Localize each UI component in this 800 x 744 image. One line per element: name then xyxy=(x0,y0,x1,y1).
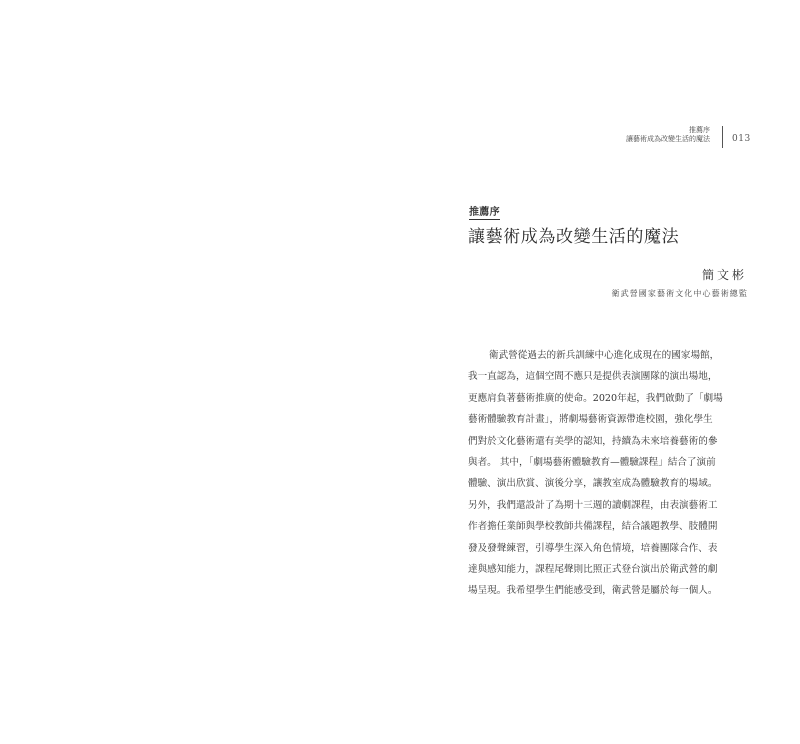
header-divider xyxy=(722,126,723,148)
page-number: 013 xyxy=(732,134,751,144)
body-line: 體驗、演出欣賞、演後分享，讓教室成為體驗教育的場域。 xyxy=(468,478,718,490)
section-label: 推薦序 xyxy=(469,203,500,220)
body-line: 與者。 其中，「劇場藝術體驗教育—體驗課程」結合了演前 xyxy=(468,457,716,469)
body-line: 更應肩負著藝術推廣的使命。2020年起，我們啟動了「劇場 xyxy=(468,392,723,404)
body-line: 另外，我們還設計了為期十三週的讀劇課程，由表演藝術工 xyxy=(468,499,718,511)
running-header-title: 讓藝術成為改變生活的魔法 xyxy=(626,135,710,143)
body-line: 場呈現。我希望學生們能感受到，衛武營是屬於每一個人。 xyxy=(468,585,718,597)
body-line: 達與感知能力，課程尾聲則比照正式登台演出於衛武營的劇 xyxy=(468,564,718,576)
body-line: 我一直認為，這個空間不應只是提供表演團隊的演出場地， xyxy=(468,371,718,383)
body-line: 藝術體驗教育計畫」，將劇場藝術資源帶進校園，強化學生 xyxy=(468,414,713,426)
body-line: 們對於文化藝術還有美學的認知，持續為未來培養藝術的參 xyxy=(468,435,718,447)
body-paragraph xyxy=(468,345,750,602)
author-affiliation: 衛武營國家藝術文化中心藝術總監 xyxy=(611,289,748,298)
body-line: 作者擔任業師與學校教師共備課程，結合議題教學、肢體開 xyxy=(468,521,718,533)
page-title: 讓藝術成為改變生活的魔法 xyxy=(468,227,680,247)
running-header xyxy=(560,126,750,152)
body-line: 發及發聲練習，引導學生深入角色情境，培養團隊合作、表 xyxy=(468,542,718,554)
author-name: 簡文彬 xyxy=(701,268,747,282)
running-header-titles xyxy=(626,126,710,144)
body-line: 衛武營從過去的新兵訓練中心進化成現在的國家場館， xyxy=(489,350,720,361)
running-header-section: 推薦序 xyxy=(689,126,710,134)
